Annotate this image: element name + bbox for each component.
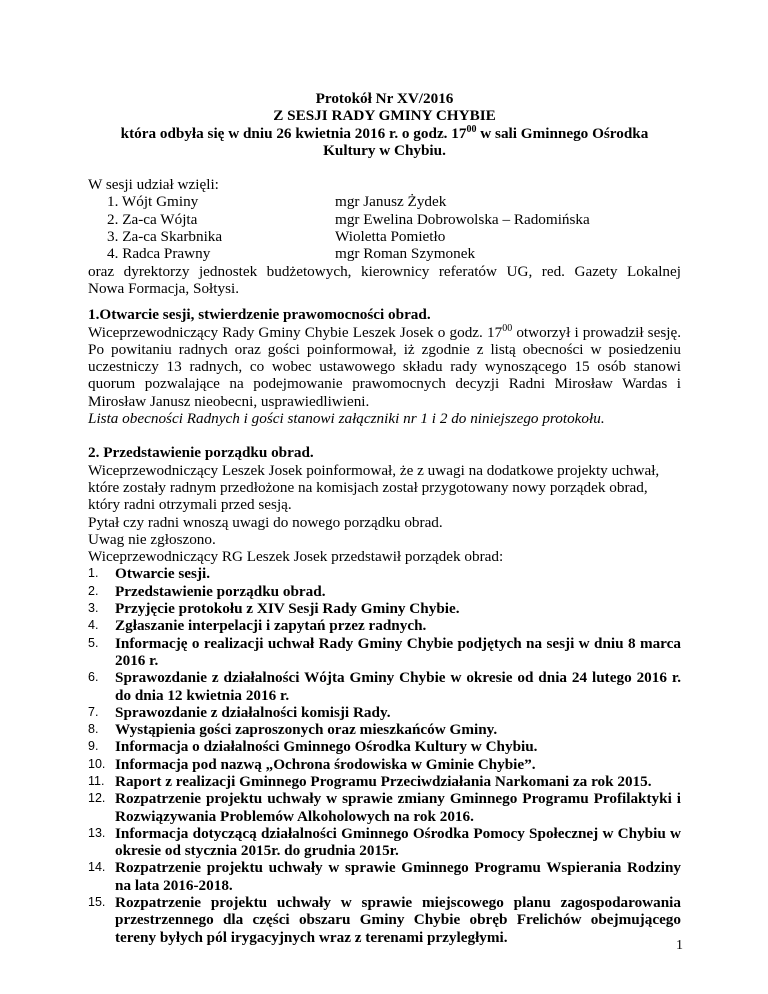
section-2-heading: 2. Przedstawienie porządku obrad.	[88, 444, 314, 462]
attendee-role: 4. Radca Prawny	[107, 245, 211, 263]
attendee-name: mgr Ewelina Dobrowolska – Radomińska	[335, 210, 590, 228]
agenda-item: 7. Sprawozdanie z działalności komisji Rady.	[88, 703, 391, 721]
agenda-item: 10. Informacja pod nazwą „Ochrona środowiska w Gminie Chybie”.	[88, 755, 536, 773]
agenda-item: 12. Rozpatrzenie projektu uchwały w sprawie zmiany Gminnego Programu Profilaktyki i Rozwiązywania Problemów Alkoholowych na rok 2016.	[88, 790, 681, 825]
agenda-item: 8. Wystąpienia gości zaproszonych oraz mieszkańców Gminy.	[88, 721, 498, 739]
agenda-item: 9. Informacja o działalności Gminnego Ośrodka Kultury w Chybiu.	[88, 738, 538, 756]
agenda-list	[88, 565, 681, 946]
agenda-item: 14. Rozpatrzenie projektu uchwały w sprawie Gminnego Programu Wspierania Rodziny na lata 2016-2018.	[88, 859, 681, 894]
title-line-4: Kultury w Chybiu.	[323, 141, 446, 159]
attendee-name: mgr Janusz Żydek	[335, 193, 447, 211]
section-2-paragraph: Wiceprzewodniczący RG Leszek Josek przedstawił porządek obrad:	[88, 548, 504, 566]
section-1-heading: 1.Otwarcie sesji, stwierdzenie prawomocności obrad.	[88, 306, 431, 324]
agenda-item: 2. Przedstawienie porządku obrad.	[88, 582, 326, 600]
attendance-list	[88, 193, 681, 262]
section-1-note: Lista obecności Radnych i gości stanowi załączniki nr 1 i 2 do niniejszego protokołu.	[88, 410, 605, 428]
section-2-paragraph: Pytał czy radni wnoszą uwagi do nowego porządku obrad.	[88, 513, 443, 531]
section-2-paragraph: Wiceprzewodniczący Leszek Josek poinformował, że z uwagi na dodatkowe projekty uchwał, które zostały radnym przedłożone na komisjach został przygotowany nowy porządek obrad, który radni otrzymali przed sesją.	[88, 461, 660, 514]
attendee-name: mgr Roman Szymonek	[335, 245, 476, 263]
agenda-item: 4. Zgłaszanie interpelacji i zapytań przez radnych.	[88, 617, 427, 635]
attendee-role: 3. Za-ca Skarbnika	[107, 228, 223, 246]
attendee-role: 2. Za-ca Wójta	[107, 210, 198, 228]
title-line-2: Z SESJI RADY GMINY CHYBIE	[273, 107, 496, 125]
title-line-1: Protokół Nr XV/2016	[315, 90, 454, 107]
section-1-text: Wiceprzewodniczący Rady Gminy Chybie Leszek Josek o godz. $17^{00}$ otworzył i prowadził sesję. Po powitaniu radnych oraz gości poinformował, iż zgodnie z listą obecności w posiedzeniu uczestniczy 13 radnych, co wobec ustawowego składu rady wynoszącego 15 osób stanowi quorum pozwalające na podejmowanie prawomocnych decyzji Radni Mirosław Wardas i Mirosław Janusz nieobecni, usprawiedliwieni.	[88, 322, 681, 410]
section-2-paragraph: Uwag nie zgłoszono.	[88, 530, 216, 548]
attendee-role: 1. Wójt Gminy	[107, 193, 199, 211]
attendance-others-cont: Nowa Formacja, Sołtysi.	[88, 279, 240, 297]
agenda-item: 3. Przyjęcie protokołu z XIV Sesji Rady Gminy Chybie.	[88, 600, 460, 618]
attendee-name: Wioletta Pomietło	[335, 228, 446, 246]
attendance-others: oraz dyrektorzy jednostek budżetowych, kierownicy referatów UG, red. Gazety Lokalnej	[88, 262, 681, 280]
protocol-title	[88, 90, 681, 159]
agenda-item: 13. Informacja dotyczącą działalności Gminnego Ośrodka Pomocy Społecznej w Chybiu w okresie od stycznia 2015r. do grudnia 2015r.	[88, 824, 681, 860]
page-number: 1	[676, 938, 683, 953]
agenda-item: 6. Sprawozdanie z działalności Wójta Gminy Chybie w okresie od dnia 24 lutego 2016 r. do dnia 12 kwietnia 2016 r.	[88, 669, 681, 704]
agenda-item: 1. Otwarcie sesji.	[88, 565, 211, 583]
attendance-intro: W sesji udział wzięli:	[88, 176, 219, 194]
title-line-3: która odbyła się w dniu 26 kwietnia 2016 r. o godz. $17^{00}$ w sali Gminnego Ośrodka	[120, 123, 649, 142]
agenda-item: 11. Raport z realizacji Gminnego Programu Przeciwdziałania Narkomani za rok 2015.	[88, 772, 652, 790]
agenda-item: 15. Rozpatrzenie projektu uchwały w sprawie miejscowego planu zagospodarowania przestrzennego dla części obszaru Gminy Chybie obręb Frelichów obejmującego tereny byłych pól irygacyjnych wraz z terenami przyległymi.	[88, 894, 681, 946]
agenda-item: 5. Informację o realizacji uchwał Rady Gminy Chybie podjętych na sesji w dniu 8 marca 2016 r.	[88, 634, 681, 669]
document-page	[88, 90, 681, 946]
